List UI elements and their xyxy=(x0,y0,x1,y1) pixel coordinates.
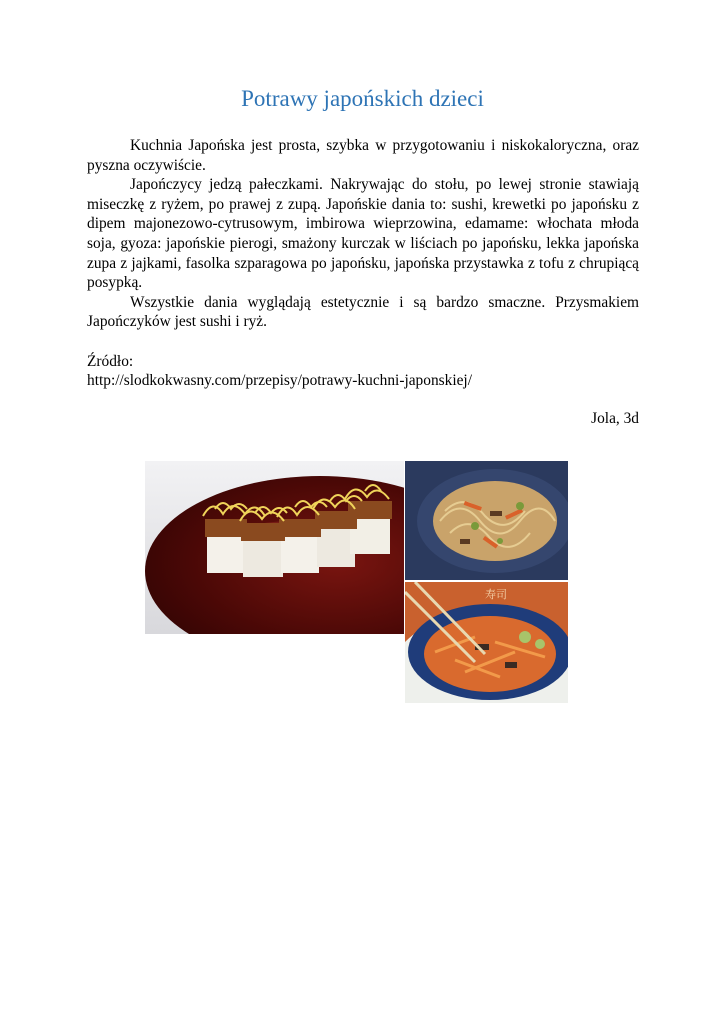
page-title: Potrawy japońskich dzieci xyxy=(241,86,484,111)
source-label: Źródło: xyxy=(87,352,134,370)
bowl-text: 寿司 xyxy=(485,588,507,601)
article-body xyxy=(87,136,639,391)
source-url: http://slodkokwasny.com/przepisy/potrawy-kuchni-japonskiej/ xyxy=(87,372,472,390)
paragraph-2: Japończycy jedzą pałeczkami. Nakrywając do stołu, po lewej stronie stawiają miseczkę z ryżem, po prawej z zupą. Japońskie dania to: sushi, krewetki po japońsku z dipem majonezowo-cytrusowym, imbirowa wieprzowina, edamame: włochata młoda soja, gyoza: japońskie pierogi, smażony kurczak w liściach po japońsku, lekka japońska zupa z jajkami, fasolka szparagowa po japońsku, japońska przystawka z tofu z chrupiącą posypką. xyxy=(87,176,639,292)
paragraph-3: Wszystkie dania wyglądają estetycznie i są bardzo smaczne. Przysmakiem Japończyków jest sushi i ryż. xyxy=(87,293,639,331)
paragraph-1: Kuchnia Japońska jest prosta, szybka w przygotowaniu i niskokaloryczna, oraz pyszna oczywiście. xyxy=(87,137,639,174)
sushi-photo xyxy=(145,461,404,634)
signature: Jola, 3d xyxy=(591,410,639,427)
vegetable-bowl-photo xyxy=(405,582,568,703)
noodles-photo xyxy=(405,461,568,580)
